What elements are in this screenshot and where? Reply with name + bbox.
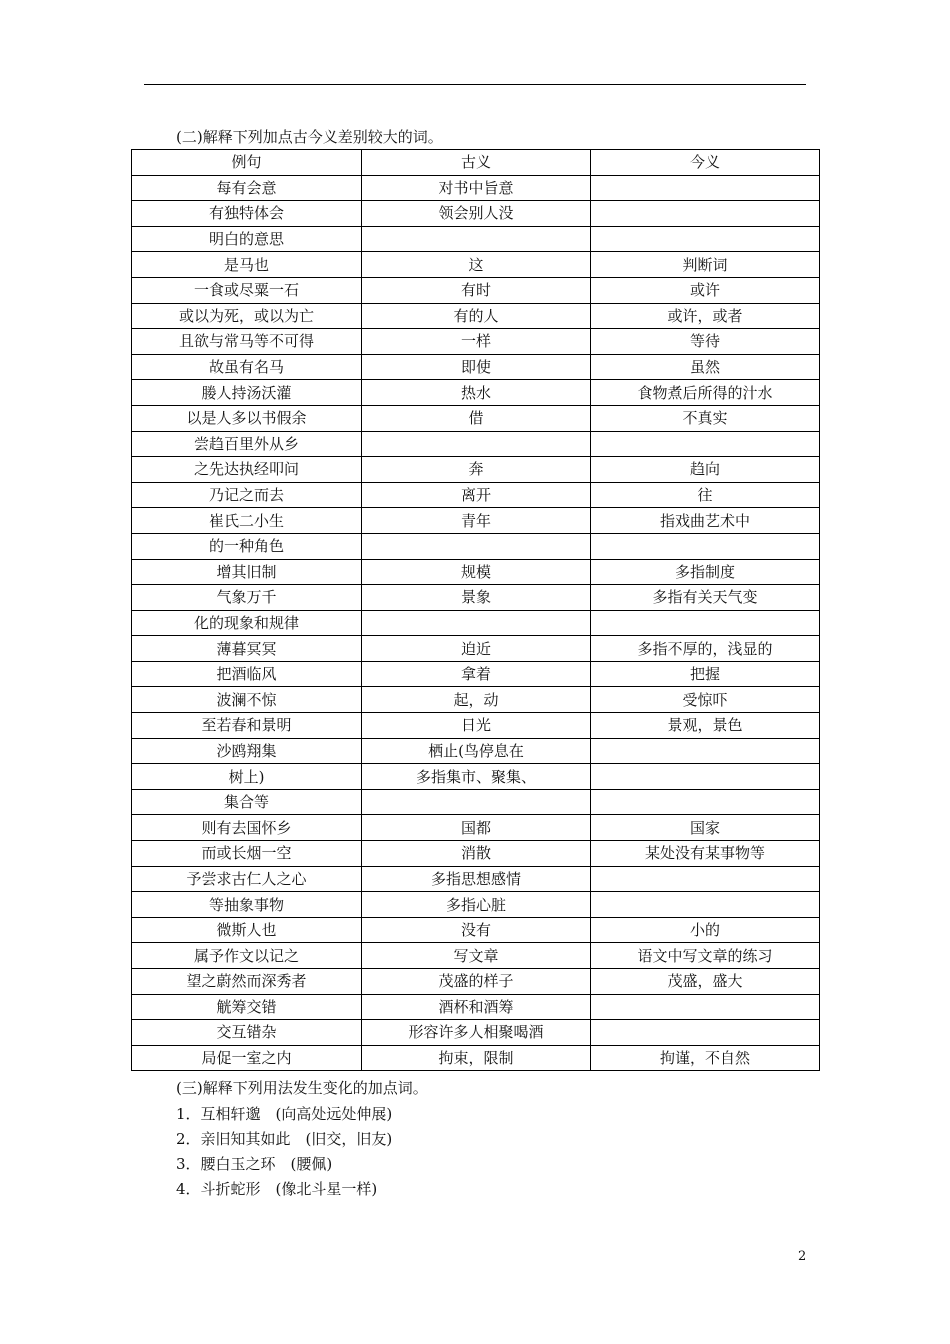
modern-meaning-cell: 或许 xyxy=(591,277,820,303)
modern-meaning-cell: 多指不厚的，浅显的 xyxy=(591,636,820,662)
ancient-meaning-cell: 起，动 xyxy=(362,687,591,713)
header-rule xyxy=(144,84,806,85)
modern-meaning-cell xyxy=(591,866,820,892)
table-row xyxy=(132,687,820,713)
example-cell: 气象万千 xyxy=(132,585,362,611)
table-row xyxy=(132,508,820,534)
example-cell: 至若春和景明 xyxy=(132,713,362,739)
ancient-meaning-cell: 国都 xyxy=(362,815,591,841)
modern-meaning-cell: 或许，或者 xyxy=(591,303,820,329)
ancient-meaning-cell: 景象 xyxy=(362,585,591,611)
table-row xyxy=(132,252,820,278)
modern-meaning-cell xyxy=(591,789,820,815)
ancient-meaning-cell: 没有 xyxy=(362,917,591,943)
table-row xyxy=(132,738,820,764)
modern-meaning-cell xyxy=(591,994,820,1020)
modern-meaning-cell xyxy=(591,201,820,227)
ancient-meaning-cell: 多指集市、聚集、 xyxy=(362,764,591,790)
example-cell: 属予作文以记之 xyxy=(132,943,362,969)
ancient-meaning-cell xyxy=(362,431,591,457)
example-cell: 觥筹交错 xyxy=(132,994,362,1020)
modern-meaning-cell xyxy=(591,533,820,559)
ancient-meaning-cell: 迫近 xyxy=(362,636,591,662)
modern-meaning-cell: 虽然 xyxy=(591,354,820,380)
list-item: 1．互相轩邈 (向高处远处伸展) xyxy=(176,1105,393,1123)
example-cell: 沙鸥翔集 xyxy=(132,738,362,764)
table-row xyxy=(132,789,820,815)
table-row xyxy=(132,303,820,329)
ancient-meaning-cell: 多指心脏 xyxy=(362,892,591,918)
modern-meaning-cell xyxy=(591,431,820,457)
vocab-table xyxy=(131,149,820,1071)
table-row xyxy=(132,585,820,611)
ancient-meaning-cell: 青年 xyxy=(362,508,591,534)
ancient-meaning-cell: 奔 xyxy=(362,457,591,483)
section-3-heading: (三)解释下列用法发生变化的加点词。 xyxy=(176,1079,428,1097)
table-row xyxy=(132,866,820,892)
ancient-meaning-cell: 有时 xyxy=(362,277,591,303)
ancient-meaning-cell: 多指思想感情 xyxy=(362,866,591,892)
ancient-meaning-cell: 离开 xyxy=(362,482,591,508)
table-row xyxy=(132,661,820,687)
modern-meaning-cell: 语文中写文章的练习 xyxy=(591,943,820,969)
table-row xyxy=(132,431,820,457)
ancient-meaning-cell: 茂盛的样子 xyxy=(362,969,591,995)
table-row xyxy=(132,943,820,969)
example-cell: 则有去国怀乡 xyxy=(132,815,362,841)
modern-meaning-cell: 茂盛，盛大 xyxy=(591,969,820,995)
list-item: 2．亲旧知其如此 (旧交，旧友) xyxy=(176,1130,393,1148)
example-cell: 增其旧制 xyxy=(132,559,362,585)
example-cell: 把酒临风 xyxy=(132,661,362,687)
ancient-meaning-cell xyxy=(362,533,591,559)
ancient-meaning-cell: 形容许多人相聚喝酒 xyxy=(362,1020,591,1046)
example-cell: 予尝求古仁人之心 xyxy=(132,866,362,892)
ancient-meaning-cell: 领会别人没 xyxy=(362,201,591,227)
modern-meaning-cell: 多指制度 xyxy=(591,559,820,585)
example-cell: 是马也 xyxy=(132,252,362,278)
modern-meaning-cell: 景观，景色 xyxy=(591,713,820,739)
modern-meaning-cell: 等待 xyxy=(591,329,820,355)
modern-meaning-cell xyxy=(591,892,820,918)
table-row xyxy=(132,917,820,943)
modern-meaning-cell: 多指有关天气变 xyxy=(591,585,820,611)
example-cell: 以是人多以书假余 xyxy=(132,405,362,431)
table-row xyxy=(132,559,820,585)
example-cell: 崔氏二小生 xyxy=(132,508,362,534)
table-row xyxy=(132,277,820,303)
answer-list xyxy=(176,1102,392,1202)
ancient-meaning-cell xyxy=(362,610,591,636)
modern-meaning-cell: 受惊吓 xyxy=(591,687,820,713)
ancient-meaning-cell: 酒杯和酒筹 xyxy=(362,994,591,1020)
ancient-meaning-cell: 栖止(鸟停息在 xyxy=(362,738,591,764)
ancient-meaning-cell: 热水 xyxy=(362,380,591,406)
modern-meaning-cell xyxy=(591,610,820,636)
example-cell: 望之蔚然而深秀者 xyxy=(132,969,362,995)
list-item: 3．腰白玉之环 (腰佩) xyxy=(176,1155,333,1173)
modern-meaning-cell: 食物煮后所得的汁水 xyxy=(591,380,820,406)
example-cell: 媵人持汤沃灌 xyxy=(132,380,362,406)
example-cell: 明白的意思 xyxy=(132,226,362,252)
example-cell: 尝趋百里外从乡 xyxy=(132,431,362,457)
modern-meaning-cell xyxy=(591,226,820,252)
table-row xyxy=(132,841,820,867)
modern-meaning-cell: 往 xyxy=(591,482,820,508)
table-row xyxy=(132,226,820,252)
modern-meaning-cell: 国家 xyxy=(591,815,820,841)
modern-meaning-cell: 把握 xyxy=(591,661,820,687)
modern-meaning-cell: 趋向 xyxy=(591,457,820,483)
table-row xyxy=(132,354,820,380)
example-cell: 的一种角色 xyxy=(132,533,362,559)
table-row xyxy=(132,994,820,1020)
table-header-row xyxy=(132,150,820,176)
table-row xyxy=(132,969,820,995)
example-cell: 而或长烟一空 xyxy=(132,841,362,867)
modern-meaning-cell xyxy=(591,738,820,764)
table-row xyxy=(132,636,820,662)
table-row xyxy=(132,815,820,841)
ancient-meaning-cell: 写文章 xyxy=(362,943,591,969)
example-cell: 乃记之而去 xyxy=(132,482,362,508)
table-row xyxy=(132,457,820,483)
modern-meaning-cell: 小的 xyxy=(591,917,820,943)
modern-meaning-cell: 不真实 xyxy=(591,405,820,431)
modern-meaning-cell: 某处没有某事物等 xyxy=(591,841,820,867)
table-row xyxy=(132,201,820,227)
example-cell: 或以为死，或以为亡 xyxy=(132,303,362,329)
page-number: 2 xyxy=(798,1249,807,1264)
ancient-meaning-cell: 消散 xyxy=(362,841,591,867)
ancient-meaning-cell: 一样 xyxy=(362,329,591,355)
ancient-meaning-cell: 有的人 xyxy=(362,303,591,329)
example-cell: 集合等 xyxy=(132,789,362,815)
modern-meaning-cell: 判断词 xyxy=(591,252,820,278)
column-header-ancient: 古义 xyxy=(362,150,591,176)
modern-meaning-cell xyxy=(591,764,820,790)
column-header-example: 例句 xyxy=(132,150,362,176)
example-cell: 之先达执经叩问 xyxy=(132,457,362,483)
modern-meaning-cell: 拘谨，不自然 xyxy=(591,1045,820,1071)
table-row xyxy=(132,1020,820,1046)
section-2-heading: (二)解释下列加点古今义差别较大的词。 xyxy=(176,128,443,146)
ancient-meaning-cell: 拘束，限制 xyxy=(362,1045,591,1071)
example-cell: 局促一室之内 xyxy=(132,1045,362,1071)
example-cell: 波澜不惊 xyxy=(132,687,362,713)
ancient-meaning-cell: 规模 xyxy=(362,559,591,585)
ancient-meaning-cell: 日光 xyxy=(362,713,591,739)
table-row xyxy=(132,175,820,201)
example-cell: 微斯人也 xyxy=(132,917,362,943)
ancient-meaning-cell: 借 xyxy=(362,405,591,431)
example-cell: 交互错杂 xyxy=(132,1020,362,1046)
example-cell: 树上) xyxy=(132,764,362,790)
example-cell: 且欲与常马等不可得 xyxy=(132,329,362,355)
table-row xyxy=(132,533,820,559)
table-row xyxy=(132,610,820,636)
ancient-meaning-cell: 即使 xyxy=(362,354,591,380)
modern-meaning-cell xyxy=(591,1020,820,1046)
ancient-meaning-cell xyxy=(362,789,591,815)
example-cell: 化的现象和规律 xyxy=(132,610,362,636)
example-cell: 每有会意 xyxy=(132,175,362,201)
ancient-meaning-cell xyxy=(362,226,591,252)
example-cell: 故虽有名马 xyxy=(132,354,362,380)
column-header-modern: 今义 xyxy=(591,150,820,176)
example-cell: 有独特体会 xyxy=(132,201,362,227)
list-item: 4．斗折蛇形 (像北斗星一样) xyxy=(176,1180,378,1198)
table-row xyxy=(132,764,820,790)
example-cell: 等抽象事物 xyxy=(132,892,362,918)
modern-meaning-cell xyxy=(591,175,820,201)
modern-meaning-cell: 指戏曲艺术中 xyxy=(591,508,820,534)
table-row xyxy=(132,380,820,406)
table-row xyxy=(132,892,820,918)
example-cell: 薄暮冥冥 xyxy=(132,636,362,662)
table-row xyxy=(132,329,820,355)
ancient-meaning-cell: 对书中旨意 xyxy=(362,175,591,201)
table-row xyxy=(132,482,820,508)
ancient-meaning-cell: 拿着 xyxy=(362,661,591,687)
example-cell: 一食或尽粟一石 xyxy=(132,277,362,303)
vocab-table-body xyxy=(132,175,820,1071)
table-row xyxy=(132,1045,820,1071)
table-row xyxy=(132,713,820,739)
ancient-meaning-cell: 这 xyxy=(362,252,591,278)
table-row xyxy=(132,405,820,431)
